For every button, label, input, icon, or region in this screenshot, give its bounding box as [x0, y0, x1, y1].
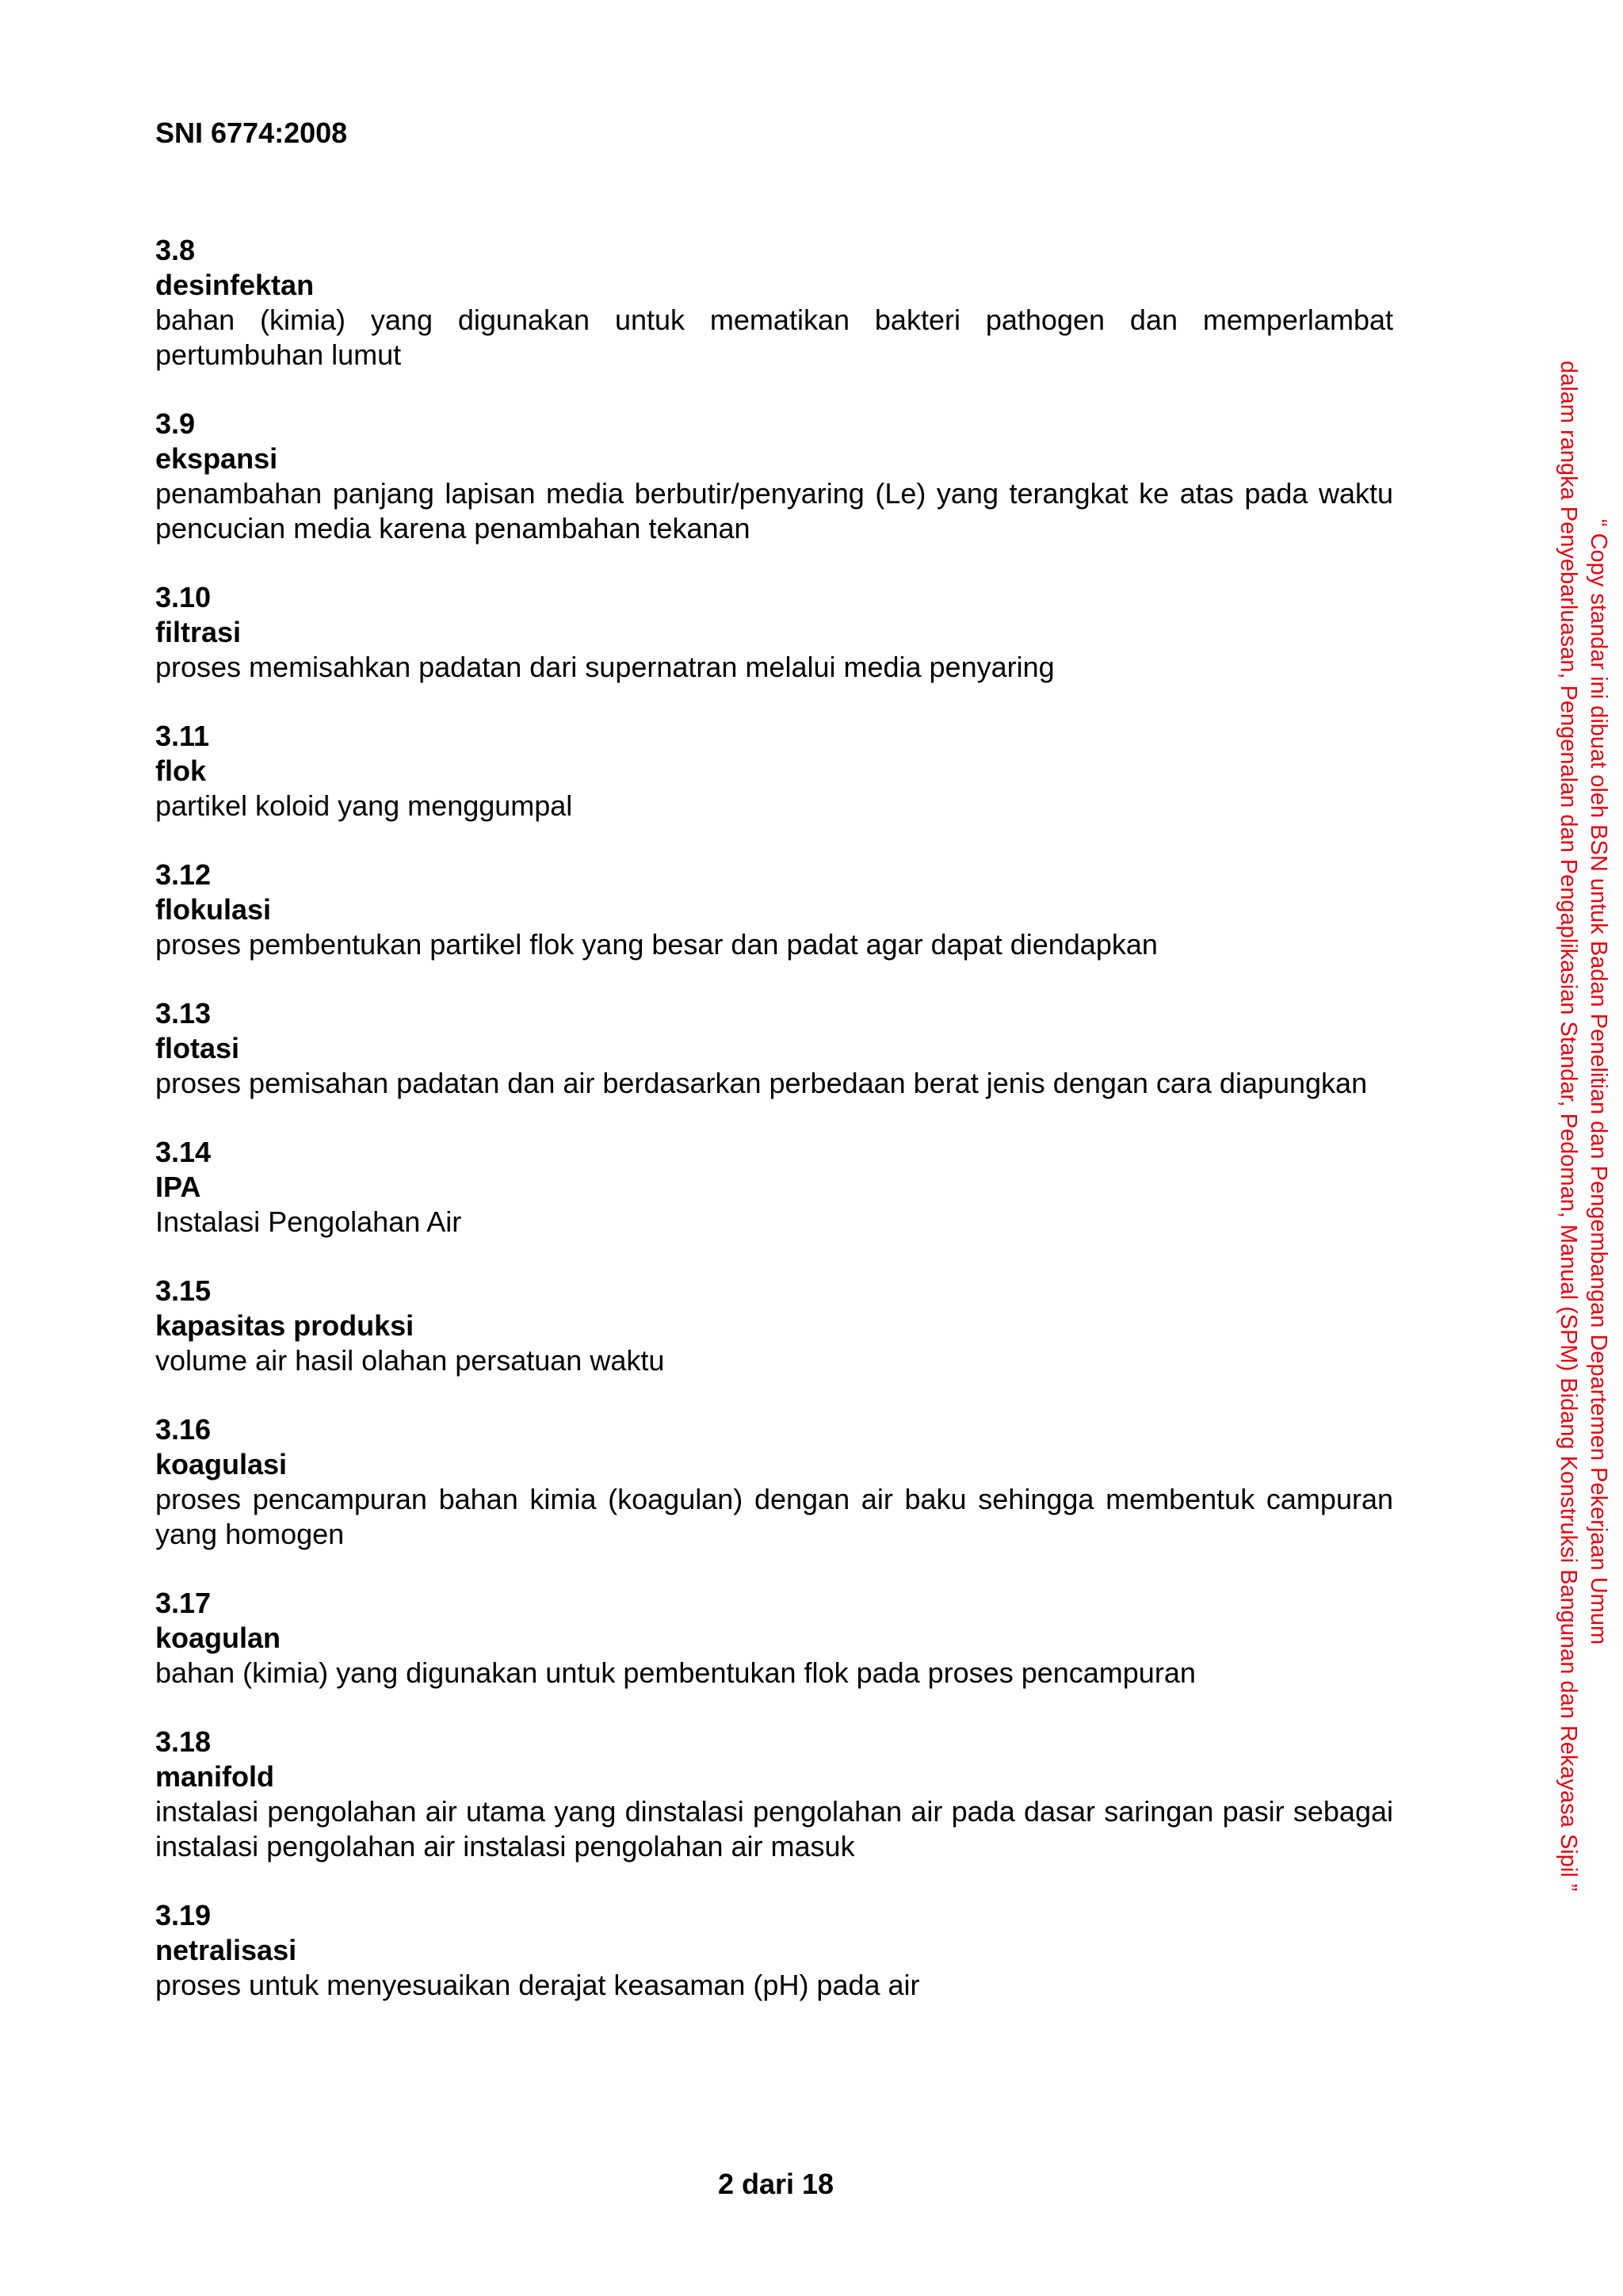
term-number: 3.16 — [155, 1413, 212, 1446]
term-entry — [155, 1412, 1393, 1552]
term-word: filtrasi — [155, 616, 242, 648]
term-definition: proses pemisahan padatan dan air berdasarkan perbedaan berat jenis dengan cara diapungkan — [155, 1067, 1368, 1099]
term-entry — [155, 858, 1393, 962]
copyright-watermark — [1553, 361, 1613, 1892]
term-word: netralisasi — [155, 1934, 297, 1966]
term-word: manifold — [155, 1760, 274, 1793]
terms-list — [155, 233, 1393, 2037]
term-number: 3.10 — [155, 581, 212, 613]
term-definition: proses pembentukan partikel flok yang besar dan padat agar dapat diendapkan — [155, 928, 1158, 961]
term-entry — [155, 719, 1393, 823]
term-number: 3.12 — [155, 858, 212, 891]
term-definition: Instalasi Pengolahan Air — [155, 1205, 462, 1238]
term-word: flotasi — [155, 1032, 240, 1064]
term-definition: bahan (kimia) yang digunakan untuk pembentukan flok pada proses pencampuran — [155, 1656, 1196, 1689]
term-word: koagulasi — [155, 1448, 288, 1480]
term-word: kapasitas produksi — [155, 1309, 414, 1342]
term-entry — [155, 1725, 1393, 1864]
term-definition: partikel koloid yang menggumpal — [155, 789, 573, 822]
term-entry — [155, 1135, 1393, 1240]
term-definition: instalasi pengolahan air utama yang dinstalasi pengolahan air pada dasar saringan pasir sebagai instalasi pengolahan air instalasi pengolahan air masuk — [155, 1795, 1393, 1862]
term-number: 3.17 — [155, 1587, 212, 1619]
term-word: desinfektan — [155, 269, 315, 301]
watermark-line-2: dalam rangka Penyebarluasan, Pengenalan dan Pengaplikasian Standar, Pedoman, Manual (SPM) Bidang Konstruksi Bangunan dan Rekayasa Sipil ” — [1556, 361, 1581, 1892]
term-word: koagulan — [155, 1622, 281, 1654]
term-definition: proses pencampuran bahan kimia (koagulan) dengan air baku sehingga membentuk campuran yang homogen — [155, 1483, 1393, 1550]
term-definition: proses untuk menyesuaikan derajat keasaman (pH) pada air — [155, 1969, 920, 2001]
term-entry — [155, 580, 1393, 685]
standard-code-header: SNI 6774:2008 — [155, 117, 348, 149]
term-entry — [155, 407, 1393, 546]
term-number: 3.9 — [155, 407, 196, 440]
term-entry — [155, 233, 1393, 372]
term-definition: proses memisahkan padatan dari supernatran melalui media penyaring — [155, 651, 1055, 683]
term-number: 3.11 — [155, 720, 210, 752]
term-number: 3.8 — [155, 234, 196, 266]
term-number: 3.15 — [155, 1274, 212, 1307]
term-entry — [155, 1586, 1393, 1690]
term-word: flok — [155, 755, 207, 787]
term-definition: bahan (kimia) yang digunakan untuk mematikan bakteri pathogen dan memperlambat pertumbuhan lumut — [155, 304, 1393, 371]
term-entry — [155, 1274, 1393, 1378]
term-word: flokulasi — [155, 893, 272, 926]
term-number: 3.19 — [155, 1899, 212, 1931]
term-number: 3.18 — [155, 1725, 212, 1758]
term-definition: volume air hasil olahan persatuan waktu — [155, 1344, 665, 1377]
term-number: 3.13 — [155, 997, 212, 1030]
term-word: IPA — [155, 1171, 201, 1203]
term-definition: penambahan panjang lapisan media berbutir/penyaring (Le) yang terangkat ke atas pada waktu pencucian media karena penambahan tekanan — [155, 477, 1393, 544]
term-number: 3.14 — [155, 1136, 212, 1168]
page-number: 2 dari 18 — [717, 2168, 834, 2200]
term-word: ekspansi — [155, 442, 278, 475]
term-entry — [155, 996, 1393, 1101]
watermark-line-1: “ Copy standar ini dibuat oleh BSN untuk Badan Penelitian dan Pengembangan Departemen Pekerjaan Umum — [1586, 518, 1611, 1645]
term-entry — [155, 1898, 1393, 2003]
